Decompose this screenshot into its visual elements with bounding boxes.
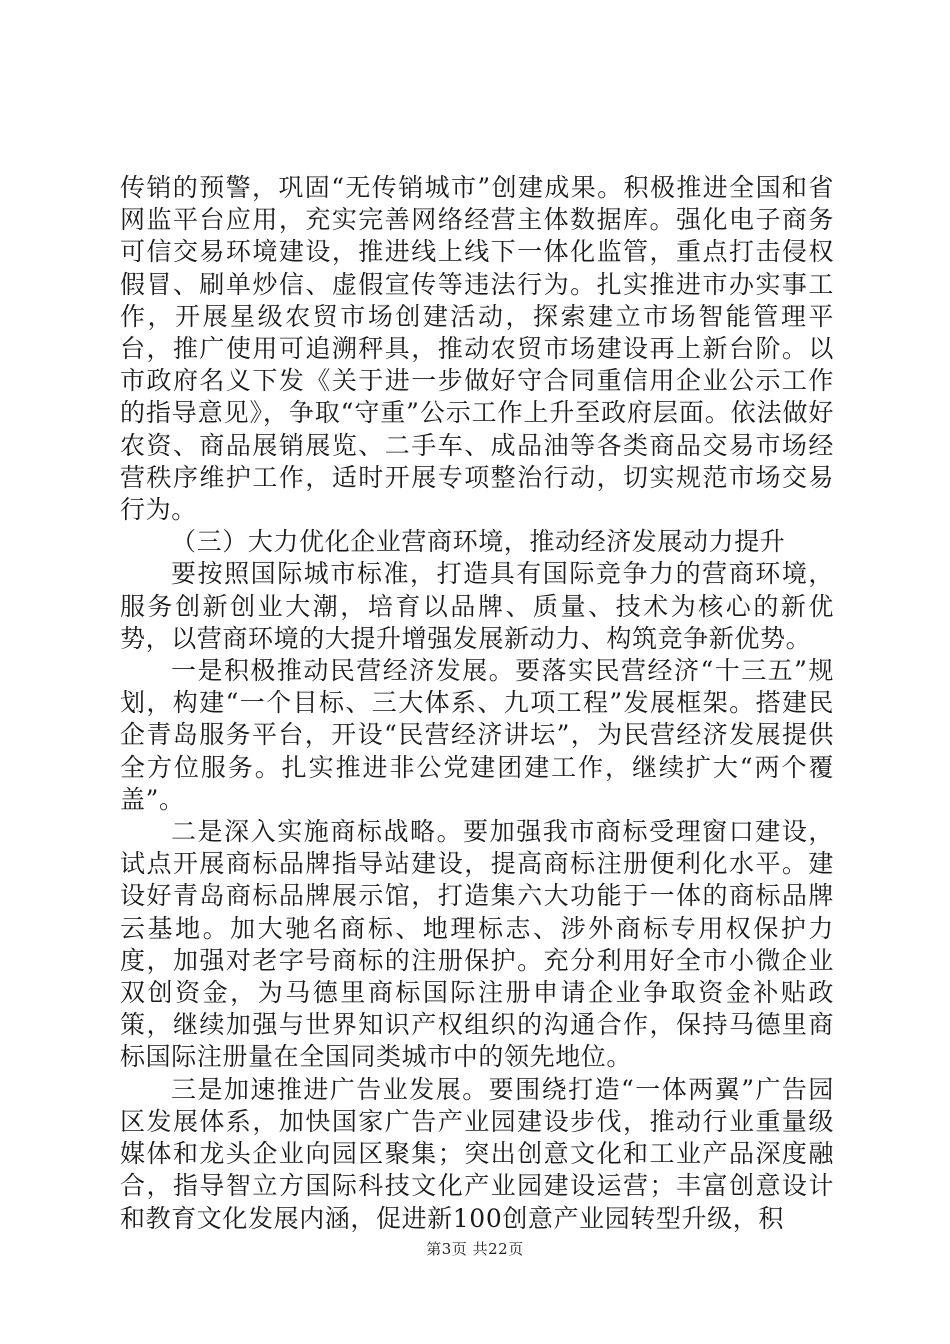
paragraph-intro: 要按照国际城市标准，打造具有国际竞争力的营商环境，服务创新创业大潮，培育以品牌、质量、技术为核心的新优势，以营商环境的大提升增强发展新动力、构筑竞争新优势。 [120,559,834,653]
page-footer: 第3页 共22页 [426,1240,524,1258]
section-heading: （三）大力优化企业营商环境，推动经济发展动力提升 [171,527,786,557]
paragraph-item-2: 二是深入实施商标战略。要加强我市商标受理窗口建设，试点开展商标品牌指导站建设，提高商标注册便利化水平。建设好青岛商标品牌展示馆，打造集六大功能于一体的商标品牌云基地。加大驰名商标、地理标志、涉外商标专用权保护力度，加强对老字号商标的注册保护。充分利用好全市小微企业双创资金，为马德里商标国际注册申请企业争取资金补贴政策，继续加强与世界知识产权组织的沟通合作，保持马德里商标国际注册量在全国同类城市中的领先地位。 [120,817,834,1072]
paragraph-item-1: 一是积极推动民营经济发展。要落实民营经济“十三五”规划，构建“一个目标、三大体系、九项工程”发展框架。搭建民企青岛服务平台，开设“民营经济讲坛”，为民营经济发展提供全方位服务。扎实推进非公党建团建工作，继续扩大“两个覆盖”。 [120,656,834,814]
paragraph-item-3: 三是加速推进广告业发展。要围绕打造“一体两翼”广告园区发展体系，加快国家广告产业园建设步伐，推动行业重量级媒体和龙头企业向园区聚集；突出创意文化和工业产品深度融合，指导智立方国际科技文化产业园建设运营；丰富创意设计和教育文化发展内涵，促进新100创意产业园转型升级，积 [120,1074,834,1233]
paragraph-continued: 传销的预警，巩固“无传销城市”创建成果。积极推进全国和省网监平台应用，充实完善网络经营主体数据库。强化电子商务可信交易环境建设，推进线上线下一体化监管，重点打击侵权假冒、刷单炒信、虚假宣传等违法行为。扎实推进市办实事工作，开展星级农贸市场创建活动，探索建立市场智能管理平台，推广使用可追溯秤具，推动农贸市场建设再上新台阶。以市政府名义下发《关于进一步做好守合同重信用企业公示工作的指导意见》，争取“守重”公示工作上升至政府层面。依法做好农资、商品展销展览、二手车、成品油等各类商品交易市场经营秩序维护工作，适时开展专项整治行动，切实规范市场交易行为。 [120,173,834,525]
document-body [120,172,834,1235]
